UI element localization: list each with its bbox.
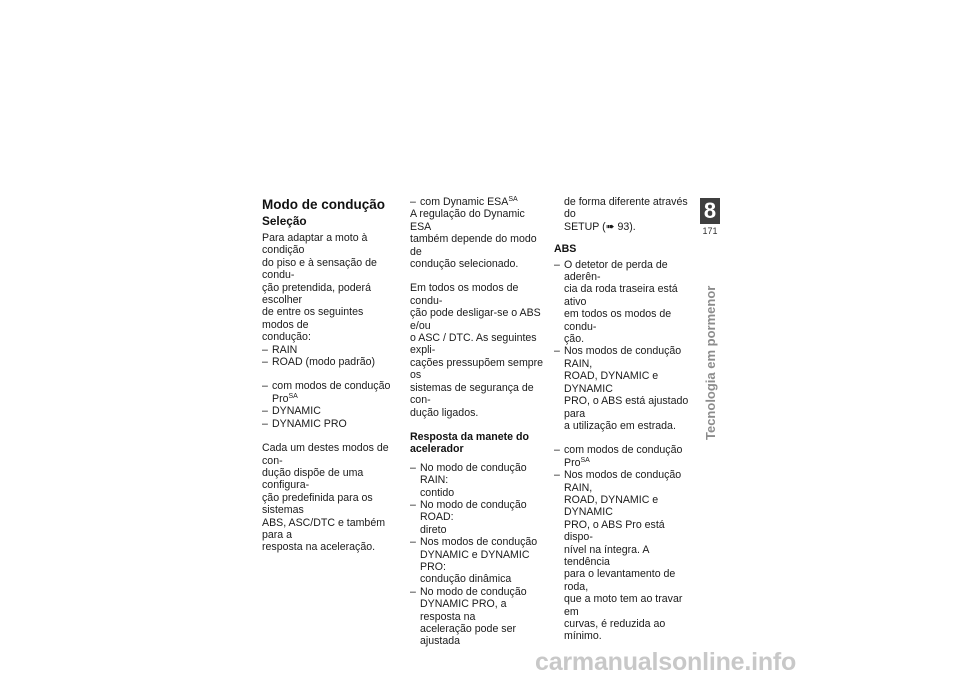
abs-item-detector: – O detetor de perda de aderên- cia da roda traseira está ativo em todos os modos de condu- ção. — [554, 259, 690, 346]
throttle-item-dynamic: – Nos modos de condução DYNAMIC e DYNAMIC PRO: condução dinâmica — [410, 536, 544, 586]
all-modes-paragraph: Em todos os modos de condu- ção pode desligar-se o ABS e/ou o ASC / DTC. As seguintes expli- cações pressupõem sempre os sistemas de segurança de con- dução ligados. — [410, 282, 544, 419]
page-reference-link[interactable]: 93 — [617, 220, 630, 233]
chapter-number-tab: 8 — [700, 198, 720, 224]
mode-item-dynamic-pro: – DYNAMIC PRO — [262, 418, 398, 430]
throttle-heading: Resposta da manete do acelerador — [410, 430, 529, 456]
throttle-item-road: – No modo de condução ROAD: direto — [410, 499, 544, 536]
intro-paragraph: Para adaptar a moto à condição do piso e à sensação de condu- ção pretendida, poderá escolher de entre os seguintes modos de condução: — [262, 232, 377, 344]
abs-item-road: – Nos modos de condução RAIN, ROAD, DYNAMIC e DYNAMIC PRO, o ABS está ajustado para a utilização em estrada. — [554, 345, 690, 432]
section-heading: Modo de condução — [262, 197, 385, 212]
continuation-paragraph: de forma diferente através do SETUP (➠ 93). — [564, 196, 688, 233]
column-1 — [262, 232, 398, 554]
watermark: carmanualsonline.info — [535, 648, 797, 676]
abs-heading: ABS — [554, 243, 577, 256]
page-number: 171 — [702, 226, 718, 236]
config-paragraph: Cada um destes modos de con- dução dispõe de uma configura- ção predefinida para os sistemas ABS, ASC/DTC e também para a resposta na aceleração. — [262, 442, 389, 554]
abs-pro-item: – Nos modos de condução RAIN, ROAD, DYNAMIC e DYNAMIC PRO, o ABS Pro está dispo- nível na íntegra. A tendência para o levantamento de roda, que a moto tem ao travar em curvas, é reduzida ao mínimo. — [554, 469, 690, 643]
subsection-heading: Seleção — [262, 214, 307, 228]
page-reference-arrow-icon: ➠ — [605, 220, 615, 233]
mode-item-rain: – RAIN — [262, 344, 398, 356]
mode-item-dynamic: – DYNAMIC — [262, 405, 398, 417]
pro-option-item: – com modos de condução Pro$^{SA}$ — [554, 444, 690, 469]
esa-option-item: – com Dynamic $ESA^{SA}$ — [410, 196, 544, 208]
mode-item-road: – ROAD (modo padrão) — [262, 356, 398, 368]
throttle-item-dynamic-pro: – No modo de condução DYNAMIC PRO, a resposta na aceleração pode ser ajustada — [410, 586, 544, 648]
esa-paragraph: A regulação do Dynamic ESA também depende do modo de condução selecionado. — [410, 208, 537, 271]
column-2 — [410, 196, 544, 648]
chapter-title-sidebar: Tecnologia em pormenor — [703, 285, 718, 440]
pro-option-item: – com modos de condução Pro$^{SA}$ — [262, 380, 398, 405]
throttle-item-rain: – No modo de condução RAIN: contido — [410, 462, 544, 499]
column-3 — [554, 196, 690, 643]
